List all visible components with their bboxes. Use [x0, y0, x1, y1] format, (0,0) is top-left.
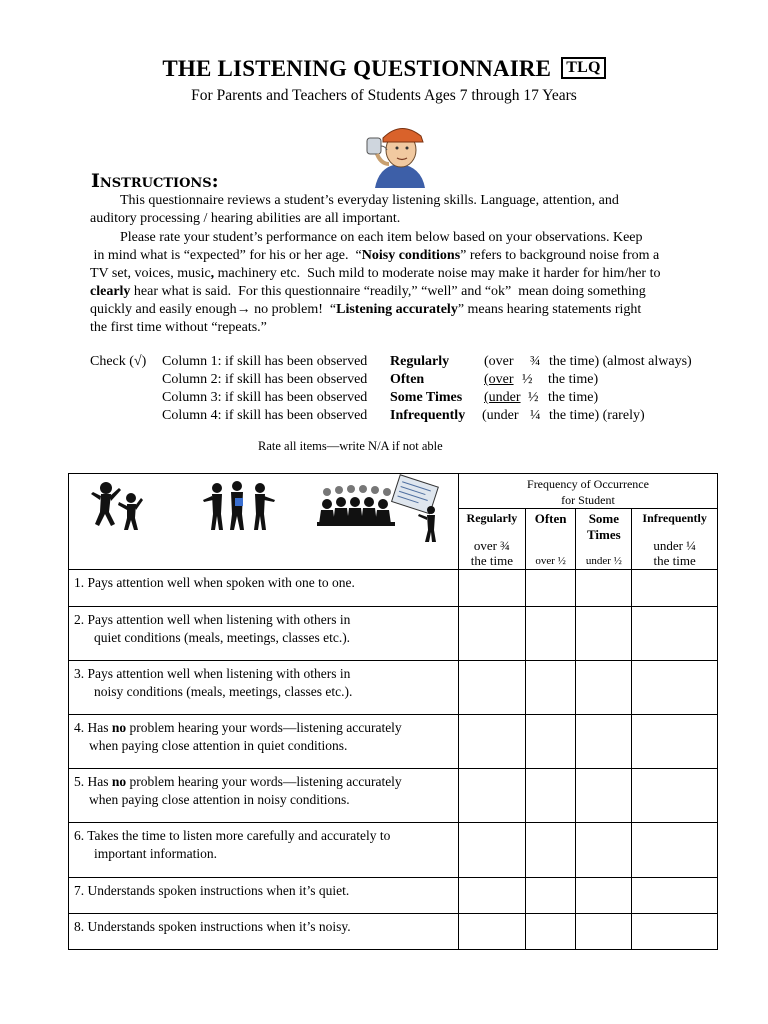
- check-row-4-note: (under: [482, 408, 519, 423]
- table-row: [69, 607, 718, 661]
- table-header-row-1: [69, 474, 718, 509]
- check-prefix: Check (√): [90, 354, 147, 369]
- listening-accurately-term: Listening accurately: [336, 302, 458, 317]
- can-phone-shape: [367, 138, 381, 154]
- item-3-text: [69, 661, 459, 715]
- item-6-line-2: important information.: [94, 846, 217, 861]
- p2-line-5-text-b: ” means hearing statements right: [457, 302, 642, 317]
- check-cell[interactable]: [632, 607, 718, 661]
- item-5-line-2: when paying close attention in noisy conditions.: [89, 792, 350, 807]
- instructions-heading: Instructions:: [91, 170, 219, 192]
- check-cell[interactable]: [576, 878, 632, 914]
- col-header-some-times: [576, 509, 632, 570]
- item-4-text: [69, 715, 459, 769]
- check-row-1-note: (over: [484, 354, 514, 369]
- instructions-paragraph-1: [90, 192, 710, 228]
- check-cell[interactable]: [576, 823, 632, 878]
- table-row: [69, 661, 718, 715]
- table-row: [69, 715, 718, 769]
- check-cell[interactable]: [632, 661, 718, 715]
- listening-person-illustration: [365, 120, 433, 188]
- check-row-3-note2: the time): [548, 390, 599, 405]
- check-cell[interactable]: [525, 823, 576, 878]
- check-cell[interactable]: [458, 878, 525, 914]
- check-cell[interactable]: [632, 715, 718, 769]
- check-row-2-frac: ½: [522, 372, 533, 387]
- check-row-2-note2: the time): [548, 372, 599, 387]
- col-often-label: Often: [534, 511, 567, 526]
- check-row-2: Column 2: if skill has been observed: [162, 372, 368, 387]
- freq-infrequently: Infrequently: [390, 408, 466, 423]
- col-infrequently-sub2: the time: [653, 553, 696, 568]
- freq-some-times: Some Times: [390, 390, 463, 405]
- item-3-line-2: noisy conditions (meals, meetings, classes etc.).: [94, 684, 353, 699]
- table-row: [69, 878, 718, 914]
- p2-line-1: Please rate your student’s performance on each item below based on your observations. Keep: [120, 230, 643, 245]
- clearly-term: clearly: [90, 284, 131, 299]
- instructions-paragraph-2: [90, 229, 710, 337]
- check-cell[interactable]: [458, 769, 525, 823]
- check-cell[interactable]: [632, 769, 718, 823]
- check-row-1: Column 1: if skill has been observed: [162, 354, 368, 369]
- col-regularly-sub1: over ¾: [473, 538, 510, 553]
- p2-line-5: [90, 301, 710, 319]
- check-row-4-frac: ¼: [530, 408, 541, 423]
- three-people-icon: [203, 481, 275, 530]
- p1-line-1: This questionnaire reviews a student’s everyday listening skills. Language, attention, and: [120, 193, 619, 208]
- item-4-line-1: 4. Has no problem hearing your words—listening accurately: [74, 720, 402, 735]
- col-header-infrequently: [632, 509, 718, 570]
- p2-line-2-text: in mind what is “expected” for his or her age. “: [90, 248, 362, 263]
- table-row: [69, 823, 718, 878]
- item-5-text: [69, 769, 459, 823]
- check-cell[interactable]: [458, 570, 525, 607]
- rate-all-note: Rate all items—write N/A if not able: [258, 439, 443, 453]
- check-cell[interactable]: [525, 661, 576, 715]
- check-row-1-frac: ¾: [530, 354, 541, 369]
- item-5-line-1: 5. Has no problem hearing your words—listening accurately: [74, 774, 402, 789]
- p2-line-2-text-b: ” refers to background noise from a: [460, 248, 660, 263]
- item-7-text: 7. Understands spoken instructions when it’s quiet.: [69, 878, 459, 914]
- check-cell[interactable]: [458, 914, 525, 950]
- freq-often: Often: [390, 372, 425, 387]
- col-infrequently-sub1: under ¼: [653, 538, 696, 553]
- p2-line-3-text: TV set, voices, music: [90, 266, 211, 281]
- frequency-header-line-2: for Student: [561, 493, 615, 507]
- check-cell[interactable]: [576, 715, 632, 769]
- col-some-times-sub1: under ½: [585, 555, 622, 567]
- item-4-no: no: [111, 720, 127, 735]
- noisy-conditions-term: Noisy conditions: [361, 248, 461, 263]
- page-subtitle: For Parents and Teachers of Students Ages 7 through 17 Years: [191, 87, 577, 104]
- check-cell[interactable]: [632, 570, 718, 607]
- check-cell[interactable]: [458, 661, 525, 715]
- col-regularly-sub2: the time: [470, 553, 513, 568]
- item-8-text: 8. Understands spoken instructions when it’s noisy.: [69, 914, 459, 950]
- table-row: [69, 769, 718, 823]
- check-cell[interactable]: [525, 769, 576, 823]
- p2-line-6: the first time without “repeats.”: [90, 320, 267, 335]
- p2-line-4-text: hear what is said. For this questionnaire “readily,” “well” and “ok” mean doing something: [130, 284, 646, 299]
- table-row: [69, 570, 718, 607]
- check-cell[interactable]: [525, 914, 576, 950]
- check-row-3-frac: ½: [528, 390, 539, 405]
- tlq-badge: TLQ: [561, 57, 605, 79]
- check-cell[interactable]: [458, 823, 525, 878]
- title-text: THE LISTENING QUESTIONNAIRE: [162, 56, 552, 81]
- check-cell[interactable]: [576, 607, 632, 661]
- col-some-times-label: Some Times: [587, 511, 621, 542]
- check-cell[interactable]: [576, 661, 632, 715]
- check-row-3-note: (under: [484, 390, 521, 405]
- col-header-often: [525, 509, 576, 570]
- check-cell[interactable]: [525, 715, 576, 769]
- table-row: [69, 914, 718, 950]
- check-cell[interactable]: [458, 607, 525, 661]
- col-header-regularly: [458, 509, 525, 570]
- item-1-text: 1. Pays attention well when spoken with one to one.: [69, 570, 459, 607]
- figures-cell: [69, 474, 459, 570]
- check-row-1-note2: the time) (almost always): [549, 354, 692, 369]
- frequency-header: [458, 474, 717, 509]
- item-2-line-1: 2. Pays attention well when listening with others in: [74, 612, 351, 627]
- check-cell[interactable]: [525, 570, 576, 607]
- check-cell[interactable]: [576, 914, 632, 950]
- item-2-line-2: quiet conditions (meals, meetings, classes etc.).: [94, 630, 351, 645]
- frequency-header-line-1: Frequency of Occurrence: [527, 477, 649, 491]
- col-regularly-label: Regularly: [466, 511, 518, 525]
- check-cell[interactable]: [576, 570, 632, 607]
- col-infrequently-label: Infrequently: [642, 511, 707, 525]
- check-cell[interactable]: [632, 914, 718, 950]
- item-6-line-1: 6. Takes the time to listen more carefully and accurately to: [74, 828, 391, 843]
- item-5-no: no: [111, 774, 127, 789]
- p2-line-2: [90, 247, 710, 265]
- col-often-sub1: over ½: [535, 555, 566, 567]
- classroom-icon: [317, 475, 438, 542]
- questionnaire-table: [68, 473, 718, 950]
- p2-line-4: [90, 283, 710, 301]
- check-cell[interactable]: [525, 607, 576, 661]
- check-row-2-note: (over: [484, 372, 514, 387]
- check-cell[interactable]: [525, 878, 576, 914]
- p2-line-3: TV set, voices, music, machinery etc. Such mild to moderate noise may make it harder for him/her to: [90, 266, 661, 281]
- check-cell[interactable]: [632, 823, 718, 878]
- p2-line-5-text: quickly and easily enough→ no problem! “: [90, 302, 337, 317]
- p2-line-3-text-b: machinery etc. Such mild to moderate noise may make it harder for him/her to: [214, 266, 661, 281]
- check-cell[interactable]: [458, 715, 525, 769]
- item-3-line-1: 3. Pays attention well when listening with others in: [74, 666, 351, 681]
- item-6-text: [69, 823, 459, 878]
- check-row-4-note2: the time) (rarely): [549, 408, 645, 423]
- p1-line-2: auditory processing / hearing abilities are all important.: [90, 211, 401, 226]
- item-2-text: [69, 607, 459, 661]
- check-cell[interactable]: [632, 878, 718, 914]
- people-silhouettes-illustration: [69, 474, 457, 568]
- dancing-figures-icon: [91, 482, 143, 530]
- freq-regularly: Regularly: [390, 354, 450, 369]
- check-row-3: Column 3: if skill has been observed: [162, 390, 368, 405]
- check-row-4: Column 4: if skill has been observed: [162, 408, 368, 423]
- check-cell[interactable]: [576, 769, 632, 823]
- page-title: [0, 56, 768, 82]
- item-4-line-2: when paying close attention in quiet conditions.: [89, 738, 348, 753]
